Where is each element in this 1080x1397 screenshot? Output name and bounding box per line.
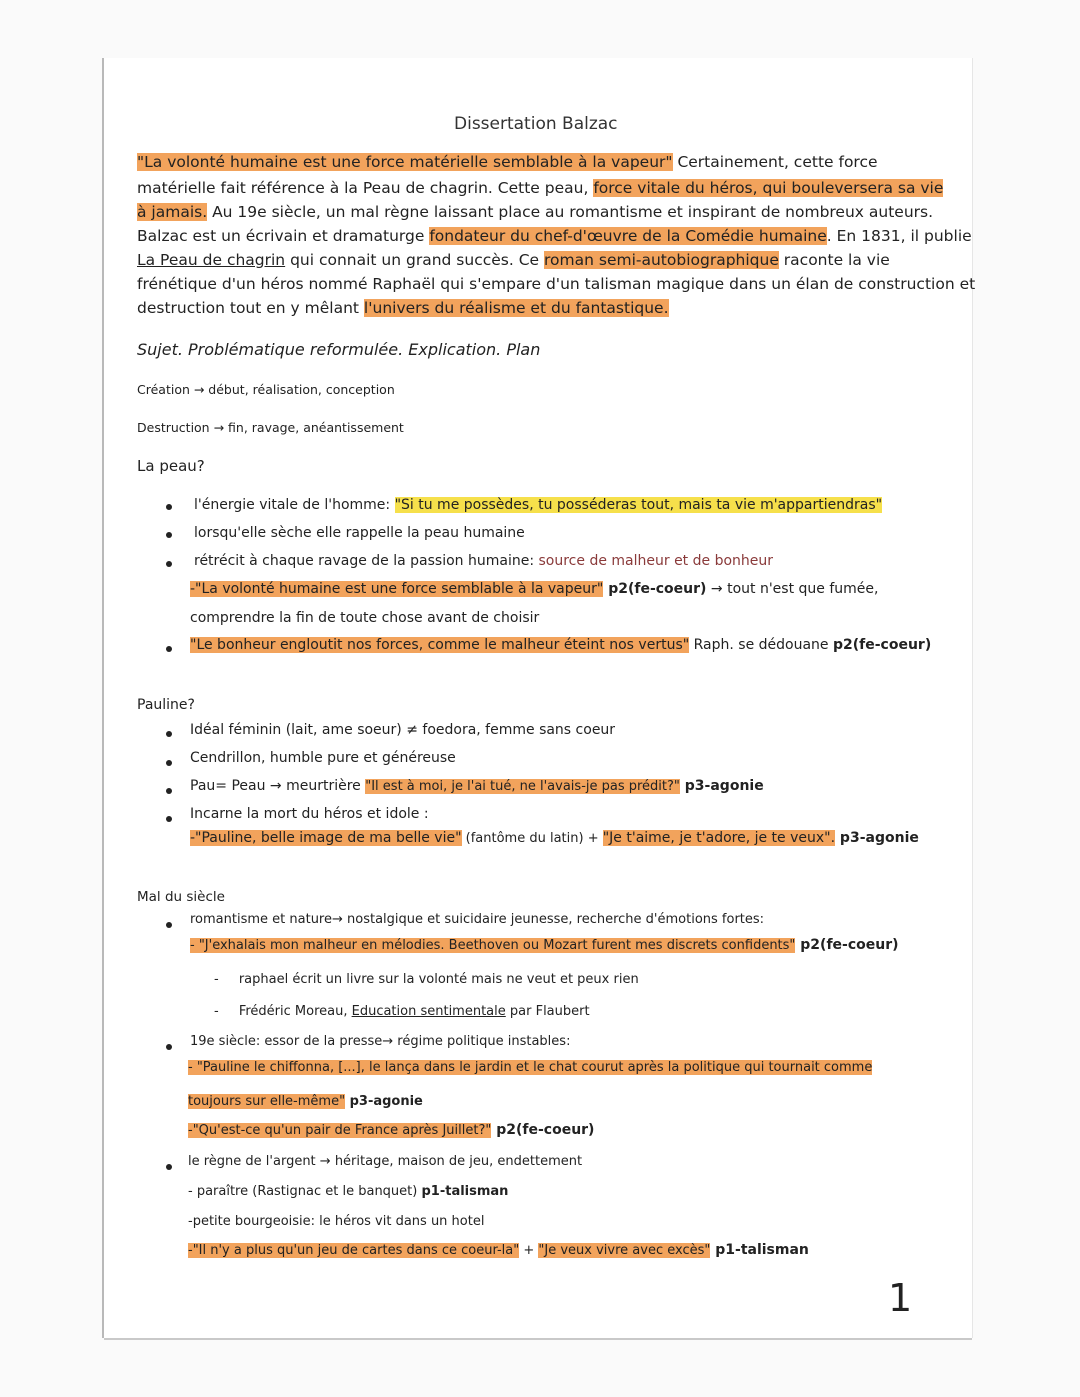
bullet [166,788,172,794]
section-heading-mal-du-siecle: Mal du siècle [137,889,225,905]
list-item [194,497,882,513]
list-item: 19e siècle: essor de la presse→ régime politique instables: [190,1034,571,1049]
quote-highlight: -"Qu'est-ce qu'un pair de France après Juillet?" [188,1123,492,1138]
sub-item [190,937,899,953]
quote-highlight: "Je t'aime, je t'adore, je te veux". [602,830,836,846]
intro-highlight: à jamais. [137,203,208,221]
page-reference: p1-talisman [421,1184,509,1199]
intro-text: Au 19e siècle, un mal règne laissant place au romantisme et inspirant de nombreux auteurs. [207,203,934,221]
bullet [166,504,172,510]
list-item: Cendrillon, humble pure et généreuse [190,750,456,766]
bullet [166,646,172,652]
list-item: le règne de l'argent → héritage, maison de jeu, endettement [188,1154,583,1169]
quote-highlight: -"Il n'y a plus qu'un jeu de cartes dans ce coeur-la" [188,1243,520,1258]
page-reference: p3-agonie [345,1094,423,1109]
list-item [190,778,764,794]
intro-line-4 [137,224,972,248]
page-title: Dissertation Balzac [454,114,618,134]
sub-item [188,1242,809,1258]
quote-highlight: "Si tu me possèdes, tu posséderas tout, mais ta vie m'appartiendras" [394,497,883,513]
note-text: - paraître (Rastignac et le banquet) [188,1184,422,1199]
sub-item [188,1094,423,1109]
sub-item: - Frédéric Moreau, Education sentimentale par Flaubert [214,1004,590,1019]
intro-line-5 [137,248,890,272]
intro-highlight: roman semi-autobiographique [544,251,779,269]
bullet [166,922,172,928]
quote-highlight: toujours sur elle-même" [188,1094,346,1109]
intro-text: . En 1831, il publie [826,227,972,245]
page-number: 1 [888,1276,913,1320]
note-text: par Flaubert [505,1004,590,1019]
note-text: Pau= Peau → meurtrière [190,778,366,794]
sub-item: - raphael écrit un livre sur la volonté mais ne veut et peux rien [214,972,639,987]
intro-highlight: force vitale du héros, qui bouleversera sa vie [593,179,944,197]
note-text: Frédéric Moreau, [238,1004,352,1019]
quote-highlight: - "Pauline le chiffonna, [...], le lança dans le jardin et le chat courut après la politique qui tournait comme [188,1060,873,1075]
sub-item: -petite bourgeoisie: le héros vit dans un hotel [188,1214,485,1229]
intro-line-6: frénétique d'un héros nommé Raphaël qui s'empare d'un talisman magique dans un élan de construction et [137,275,976,293]
note-text: l'énergie vitale de l'homme: [194,497,395,513]
note-text: + [519,1243,539,1258]
creation-definition: Création → début, réalisation, conception [137,382,395,397]
list-item [194,553,773,569]
intro-line-2 [137,176,943,200]
note-text: rétrécit à chaque ravage de la passion humaine: [194,553,539,569]
intro-quote-highlight: "La volonté humaine est une force matérielle semblable à la vapeur" [137,153,673,171]
bullet [166,1044,172,1050]
note-text: raphael écrit un livre sur la volonté mais ne veut et peux rien [238,972,639,987]
sub-item [188,1122,594,1138]
sub-item [188,1060,872,1075]
intro-text: Balzac est un écrivain et dramaturge [137,227,430,245]
note-text: Raph. se dédouane [689,637,833,653]
list-item: lorsqu'elle sèche elle rappelle la peau humaine [194,525,525,541]
page-reference: p3-agonie [835,830,919,846]
intro-text: qui connait un grand succès. Ce [285,251,544,269]
list-item [190,637,931,653]
sub-item [188,1184,508,1199]
intro-line-7 [137,296,669,320]
intro-line-1 [137,150,917,174]
intro-highlight: l'univers du réalisme et du fantastique. [363,299,669,317]
book-title: Education sentimentale [351,1004,506,1019]
quote-highlight: "Le bonheur engloutit nos forces, comme le malheur éteint nos vertus" [190,637,690,653]
destruction-definition: Destruction → fin, ravage, anéantissement [137,420,404,435]
sub-item [190,581,878,597]
page-reference: p2(fe-coeur) [795,937,899,953]
bullet [166,816,172,822]
quote-highlight: "Il est à moi, je l'ai tué, ne l'avais-je pas prédit?" [365,779,680,794]
page-reference: p2(fe-coeur) [603,581,707,597]
note-text: (fantôme du latin) + [461,831,603,846]
bullet [166,760,172,766]
intro-line-3 [137,200,933,224]
section-heading-pauline: Pauline? [137,697,195,713]
intro-text: Certainement, cette force [672,153,878,171]
bullet [166,1164,172,1170]
list-item: Idéal féminin (lait, ame soeur) ≠ foedora, femme sans coeur [190,722,616,738]
section-heading-peau: La peau? [137,457,205,475]
plan-line: Sujet. Problématique reformulée. Explication. Plan [137,340,541,359]
book-title: La Peau de chagrin [137,251,286,269]
page-reference: p1-talisman [710,1242,809,1258]
page-reference: p2(fe-coeur) [491,1122,595,1138]
intro-text: destruction tout en y mêlant [137,299,364,317]
sub-item: comprendre la fin de toute chose avant de choisir [190,610,540,626]
bullet [166,532,172,538]
quote-highlight: - "J'exhalais mon malheur en mélodies. Beethoven ou Mozart furent mes discrets confidents" [190,938,796,953]
note-text: → tout n'est que fumée, [706,581,879,597]
quote-highlight: "Je veux vivre avec excès" [538,1243,711,1258]
page-reference: p2(fe-coeur) [833,637,932,653]
list-item: romantisme et nature→ nostalgique et suicidaire jeunesse, recherche d'émotions fortes: [190,912,765,927]
sub-item [190,830,919,846]
list-item: Incarne la mort du héros et idole : [190,806,429,822]
quote-highlight: -"La volonté humaine est une force semblable à la vapeur" [190,581,604,597]
intro-text: raconte la vie [778,251,890,269]
intro-text: matérielle fait référence à la Peau de chagrin. Cette peau, [137,179,594,197]
bullet [166,561,172,567]
red-note: source de malheur et de bonheur [538,553,774,569]
intro-highlight: fondateur du chef-d'œuvre de la Comédie humaine [429,227,827,245]
quote-highlight: -"Pauline, belle image de ma belle vie" [190,830,462,846]
page-reference: p3-agonie [679,778,764,794]
bullet [166,731,172,737]
